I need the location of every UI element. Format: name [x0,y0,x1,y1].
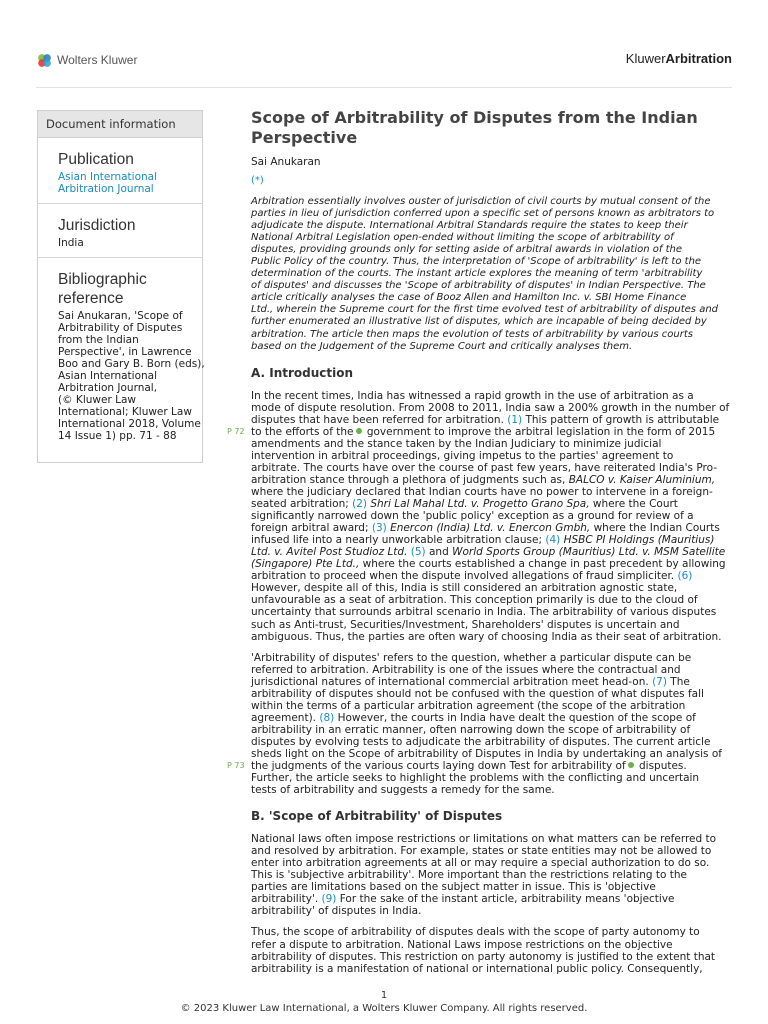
kluwer-arbitration-logo[interactable] [626,51,732,66]
text-run: arbitrability'. [251,893,319,906]
article-author: Sai Anukaran [251,156,321,168]
text-line: Further, the article seeks to highlight the problems with the conflicting and uncertain [251,772,700,785]
bibliographic-title-line: reference [58,290,124,307]
text-run: disputes that have been referred for arbitration. [251,413,504,426]
case-name: BALCO v. Kaiser Aluminium, [568,473,716,486]
biblio-line: International; Kluwer Law [58,406,192,418]
biblio-line: Perspective', in Lawrence [58,346,192,358]
footnote-link[interactable]: (8) [319,711,335,724]
biblio-line: from the Indian [58,334,139,346]
text-line: unfavourable as a seat of arbitration. This conception primarily is due to the cloud of [251,594,698,607]
text-line: This is 'subjective arbitrability'. More important than the restrictions relating to the [251,869,688,882]
biblio-line: Boo and Gary B. Born (eds), [58,358,205,370]
text-run: and [429,546,449,559]
text-run: However, the courts in India have dealt the question of the scope of [337,711,696,724]
title-line: Perspective [251,128,358,147]
article-body [227,108,730,975]
text-line: refer a dispute to arbitration. National Laws impose restrictions on the objective [251,938,673,951]
text-line: mode of dispute resolution. From 2008 to 2011, India saw a 200% growth in the number of [251,401,730,414]
text-line: such as Anti-trust, Securities/Investment, Shareholders' disputes is uncertain and [251,618,680,631]
publication-link-line: Arbitration Journal [58,183,154,195]
footnote-link[interactable]: (3) [371,522,387,535]
publication-link-line: Asian International [58,171,158,183]
paragraph-scope-1 [251,833,717,918]
text-line: arbitrability of disputes. This restriction on party autonomy is justified to the extent that [251,950,716,963]
wolters-kluwer-logo[interactable] [36,50,137,70]
abstract-line: determination of the courts. The instant article explores the meaning of term 'arbitrability [251,268,703,280]
text-line: amendments and the stance taken by the Indian Judiciary to minimize judicial [251,437,662,450]
text-line [251,534,715,547]
footnote-link[interactable]: (9) [321,893,337,906]
biblio-line: Arbitration Journal, [58,382,158,394]
text-run: For the sake of the instant article, arbitrability means 'objective [339,893,675,906]
author-footnote-link[interactable]: (*) [251,175,264,186]
text-run: arbitration to proceed when the dispute involved allegations of fraud simpliciter. [251,570,675,583]
page-header [36,50,732,88]
jurisdiction-title: Jurisdiction [58,217,136,234]
bibliographic-section [38,258,205,450]
text-run: where the courts established a change in past precedent by allowing [362,558,726,571]
text-line [251,570,695,582]
page-footer [0,990,768,1015]
footnote-link[interactable]: (7) [652,675,667,688]
text-line: arbitrability is a manifestation of national or international public policy. Consequently, [251,962,703,975]
abstract-line: of disputes' and discusses the 'Scope of arbitrability of disputes' in Indian Perspective. The [251,280,706,292]
paragraph-introduction-1 [227,389,730,643]
text-line [251,712,695,724]
case-name: Enercon (India) Ltd. v. Enercon Gmbh, [390,522,591,535]
text-run: arbitration stance through a plethora of judgments such as, [251,473,566,486]
logo-bold: Arbitration [665,51,732,66]
text-run: government to improve the arbitral legislation in the form of 2015 [366,425,716,438]
title-line: Scope of Arbitrability of Disputes from the Indian [251,108,698,127]
abstract-line: adjudicate the dispute. International Arbitral Standards require the states to keep their [251,220,688,232]
wolters-kluwer-name: Wolters Kluwer [57,53,138,67]
bibliographic-reference [58,310,205,442]
text-line: National laws often impose restrictions or limitations on what matters can be referred to [251,833,717,846]
biblio-line: 14 Issue 1) pp. 71 - 88 [58,430,177,442]
text-run: disputes. [638,760,687,773]
text-line [227,425,716,438]
text-line: intervention in arbitral proceedings, giving impetus to the parties' agreement to [251,449,674,462]
text-line: sheds light on the Scope of arbitrability of Disputes in India by undertaking an analysis of [251,747,722,760]
abstract-line: Public Policy of the country. Thus, the interpretation of 'Scope of arbitrability' is left to the [251,256,702,268]
abstract-line: disputes, providing grounds only for setting aside of arbitral awards in violation of the [251,244,682,256]
logo-prefix: Kluwer [625,51,666,66]
biblio-line: Asian International [58,370,158,382]
text-line: enter into arbitration agreements at all or may require a special authorization to do so. [251,857,710,870]
text-line: ambiguous. Thus, the parties are often wary of choosing India as their seat of arbitration. [251,630,722,643]
case-name: Ltd. v. Avitel Post Studioz Ltd. [251,546,408,559]
article-abstract [251,196,719,353]
text-run: infused life into a nearly unworkable arbitration clause; [251,534,542,547]
section-heading-scope: B. 'Scope of Arbitrability' of Disputes [251,809,503,824]
footnote-link[interactable]: (1) [507,413,523,426]
case-name: Shri Lal Mahal Ltd. v. Progetto Grano Spa, [370,498,590,511]
case-name: HSBC PI Holdings (Mauritius) [563,534,715,547]
text-run: This pattern of growth is attributable [525,413,720,426]
text-line: arbitrability' of disputes in India. [251,905,422,918]
jurisdiction-section [38,204,202,258]
text-run: to the efforts of the [251,425,354,438]
text-line [251,676,695,688]
page-marker: P 72 [227,426,245,436]
document-info-panel [37,110,203,463]
article-title [251,108,698,148]
text-run: seated arbitration; [251,498,349,511]
text-line [251,498,695,510]
text-line: Thus, the scope of arbitrability of disputes deals with the scope of party autonomy to [251,926,700,939]
bibliographic-title-line: Bibliographic [58,271,147,288]
text-run: where the Indian Courts [593,522,720,535]
footnote-link[interactable]: (4) [545,534,561,547]
text-line: parties are limitations based on the subject matter in issue. This is 'objective [251,881,656,894]
text-line: disputes by evolving tests to adjudicate the arbitrability of disputes. The current article [251,735,711,748]
abstract-line: further enumerated an illustrative list of disputes, which are incapable of being decided by [251,316,707,328]
text-line: arbitrability in an erratic manner, often narrowing down the scope of arbitrability of [251,723,691,736]
case-name: World Sports Group (Mauritius) Ltd. v. MSM Satellite [452,546,726,559]
text-run: the judgments of the various courts laying down Test for arbitrability of [251,760,626,773]
text-line [227,760,695,773]
text-line [251,413,720,426]
biblio-line: Arbitrability of Disputes [58,322,183,334]
text-line: In the recent times, India has witnessed a rapid growth in the use of arbitration as a [251,389,694,402]
biblio-line: Sai Anukaran, 'Scope of [58,310,183,322]
text-line [251,522,720,535]
text-run: where the Court [592,498,678,511]
text-line: significantly narrowed down the 'public policy' exception as a ground for review of a [251,510,694,523]
text-line: arbitrate. The courts have over the course of past few years, have reiterated India's Pro- [251,461,717,474]
abstract-line: Arbitration essentially involves ouster of jurisdiction of civil courts by mutual consent of the [251,196,711,207]
text-line [251,473,716,486]
paragraph-introduction-2 [227,651,722,797]
publication-section [38,138,202,204]
publication-title: Publication [58,151,134,168]
abstract-line: article critically analyses the case of Booz Allen and Hamilton Inc. v. SBI Home Finance [251,292,687,304]
biblio-line: International 2018, Volume [58,418,201,430]
text-line: 'Arbitrability of disputes' refers to the question, whether a particular dispute can be [251,651,692,664]
page-number: 1 [380,990,388,1001]
page-marker: P 73 [227,761,245,771]
bibliographic-title [58,270,194,308]
text-line: However, despite all of this, India is still considered an arbitration agnostic state, [251,582,678,595]
text-run: foreign arbitral award; [251,522,369,535]
paragraph-scope-2 [251,926,716,975]
abstract-line: based on the Judgement of the Supreme Court and critically analyses them. [251,340,633,352]
text-line: where the judiciary declared that Indian courts have no power to intervene in a foreign- [251,485,713,498]
text-line: tests of arbitrability and suggests a remedy for the same. [251,784,555,797]
text-run: The [670,675,690,688]
text-line: within the terms of a particular arbitration agreement (the scope of the arbitration [251,699,686,712]
footnote-link[interactable]: (2) [352,498,368,511]
text-run: agreement). [251,711,316,724]
text-run: jurisdictional natures of international commercial arbitration meet head-on. [251,675,649,688]
footnote-link[interactable]: (6) [677,570,693,583]
copyright-notice: © 2023 Kluwer Law International, a Wolters Kluwer Company. All rights reserved. [180,1003,588,1014]
abstract-line: arbitration. The article then maps the evolution of tests of arbitrability by various courts [251,328,693,340]
abstract-line: National Arbitral Legislation open-ended without limiting the scope of arbitrability of [251,232,674,244]
text-line: uncertainty that surrounds arbitral scenario in India. The arbitrability of various disputes [251,606,717,619]
case-name: (Singapore) Pte Ltd., [251,558,360,571]
page-break-dot-icon [356,428,362,434]
footnote-link[interactable]: (5) [410,546,426,559]
wolters-kluwer-mark-icon [36,52,53,69]
publication-link[interactable] [58,171,194,195]
abstract-line: parties in lieu of jurisdiction conferred upon a specific set of persons known as arbitrators to [251,208,715,220]
page-break-dot-icon [628,762,634,768]
text-line: and resolved by arbitration. For example, states or state entities may not be allowed to [251,845,712,858]
text-line [251,546,726,559]
jurisdiction-value: India [58,237,84,249]
document-info-heading: Document information [38,111,202,138]
text-line: arbitrability of disputes should not be confused with the question of what disputes fall [251,687,704,700]
text-line [251,558,726,571]
section-heading-introduction: A. Introduction [251,365,354,380]
text-line [251,893,695,905]
abstract-line: Ltd., wherein the Supreme court for the first time evolved test of arbitrability of disputes and [251,304,719,316]
biblio-line: (© Kluwer Law [58,394,136,406]
text-line: referred to arbitration. Arbitrability is one of the issues where the contractual and [251,663,681,676]
